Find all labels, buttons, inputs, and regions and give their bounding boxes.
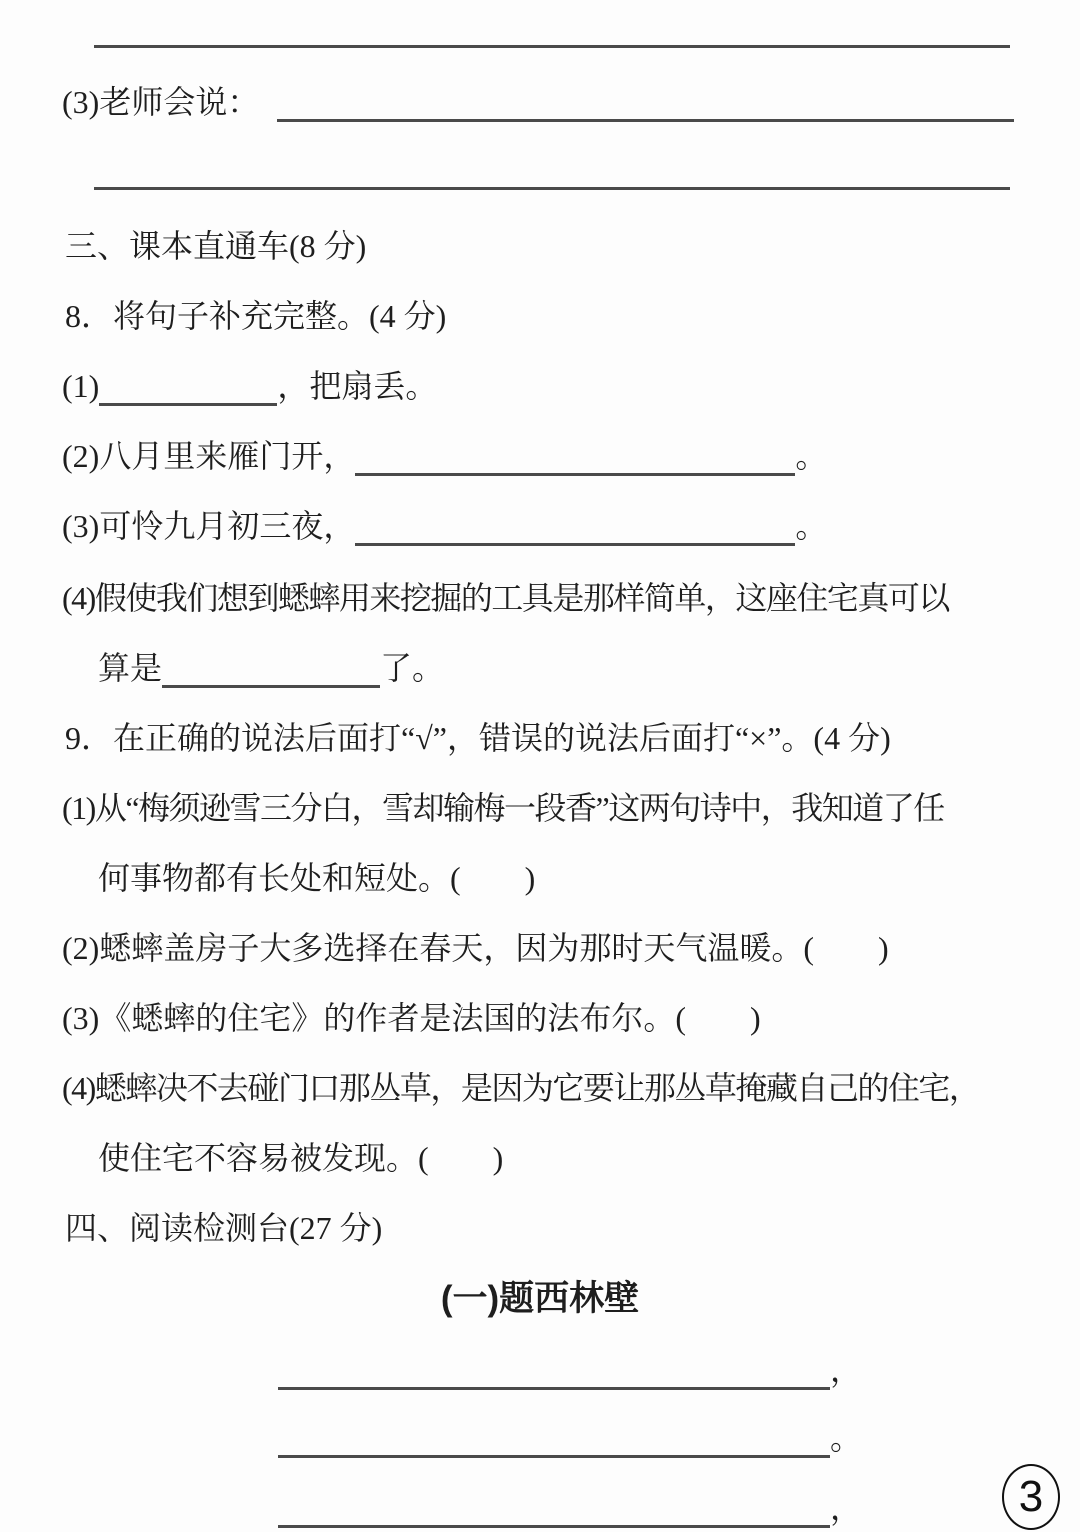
poem-line3-blank[interactable] xyxy=(278,1489,830,1528)
q9-item1-line2: 何事物都有长处和短处。 xyxy=(98,860,451,896)
answer-line-continuation[interactable] xyxy=(94,187,1010,190)
q9-heading: 9．在正确的说法后面打“√”，错误的说法后面打“×”。(4 分) xyxy=(65,720,891,756)
q8-heading: 8．将句子补充完整。(4 分) xyxy=(65,298,447,334)
q8-item4-line2-suffix: 了。 xyxy=(380,650,445,686)
poem-line1-punct: ， xyxy=(830,1352,863,1388)
q9-item1-answer-paren[interactable]: ( ) xyxy=(450,860,536,896)
q8-item3-prefix: (3)可怜九月初三夜， xyxy=(62,508,356,544)
section4-heading: 四、阅读检测台(27 分) xyxy=(65,1210,383,1246)
q8-item3-suffix: 。 xyxy=(795,508,828,544)
reading1-title: (一)题西林壁 xyxy=(440,1279,640,1318)
q8-item2-blank[interactable] xyxy=(355,437,795,476)
q9-item3-text: (3)《蟋蟀的住宅》的作者是法国的法布尔。 xyxy=(62,1000,676,1036)
q9-item4-line2: 使住宅不容易被发现。 xyxy=(98,1140,419,1176)
q9-item4-answer-paren[interactable]: ( ) xyxy=(418,1140,504,1176)
poem-line2-punct: 。 xyxy=(830,1420,863,1456)
q8-item2-prefix: (2)八月里来雁门开， xyxy=(62,438,356,474)
poem-line3-punct: ， xyxy=(830,1490,863,1526)
poem-line2-blank[interactable] xyxy=(278,1419,830,1458)
page-number: 3 xyxy=(1018,1472,1044,1521)
q9-item1-line1: (1)从“梅须逊雪三分白，雪却输梅一段香”这两句诗中，我知道了任 xyxy=(62,790,944,826)
q8-item4-line1: (4)假使我们想到蟋蟀用来挖掘的工具是那样简单，这座住宅真可以 xyxy=(62,580,949,616)
writein-item3-label: (3)老师会说： xyxy=(62,84,260,120)
q8-item1-blank[interactable] xyxy=(99,367,277,406)
section3-heading: 三、课本直通车(8 分) xyxy=(65,228,367,264)
q8-item4-line2-prefix: 算是 xyxy=(98,650,163,686)
q9-item2-answer-paren[interactable]: ( ) xyxy=(803,930,889,966)
q8-item1-prefix: (1) xyxy=(62,368,100,404)
answer-line-top[interactable] xyxy=(94,45,1010,48)
q8-item2-suffix: 。 xyxy=(795,438,828,474)
poem-line1-blank[interactable] xyxy=(278,1351,830,1390)
writein-item3-blank[interactable] xyxy=(277,83,1014,122)
q8-item3-blank[interactable] xyxy=(355,507,795,546)
q8-item1-suffix: ，把扇丢。 xyxy=(277,368,438,404)
q9-item4-line1: (4)蟋蟀决不去碰门口那丛草，是因为它要让那丛草掩藏自己的住宅， xyxy=(62,1070,980,1106)
page-number-badge xyxy=(1002,1464,1060,1530)
q9-item3-answer-paren[interactable]: ( ) xyxy=(675,1000,761,1036)
q8-item4-blank[interactable] xyxy=(162,649,380,688)
q9-item2-text: (2)蟋蟀盖房子大多选择在春天，因为那时天气温暖。 xyxy=(62,930,804,966)
